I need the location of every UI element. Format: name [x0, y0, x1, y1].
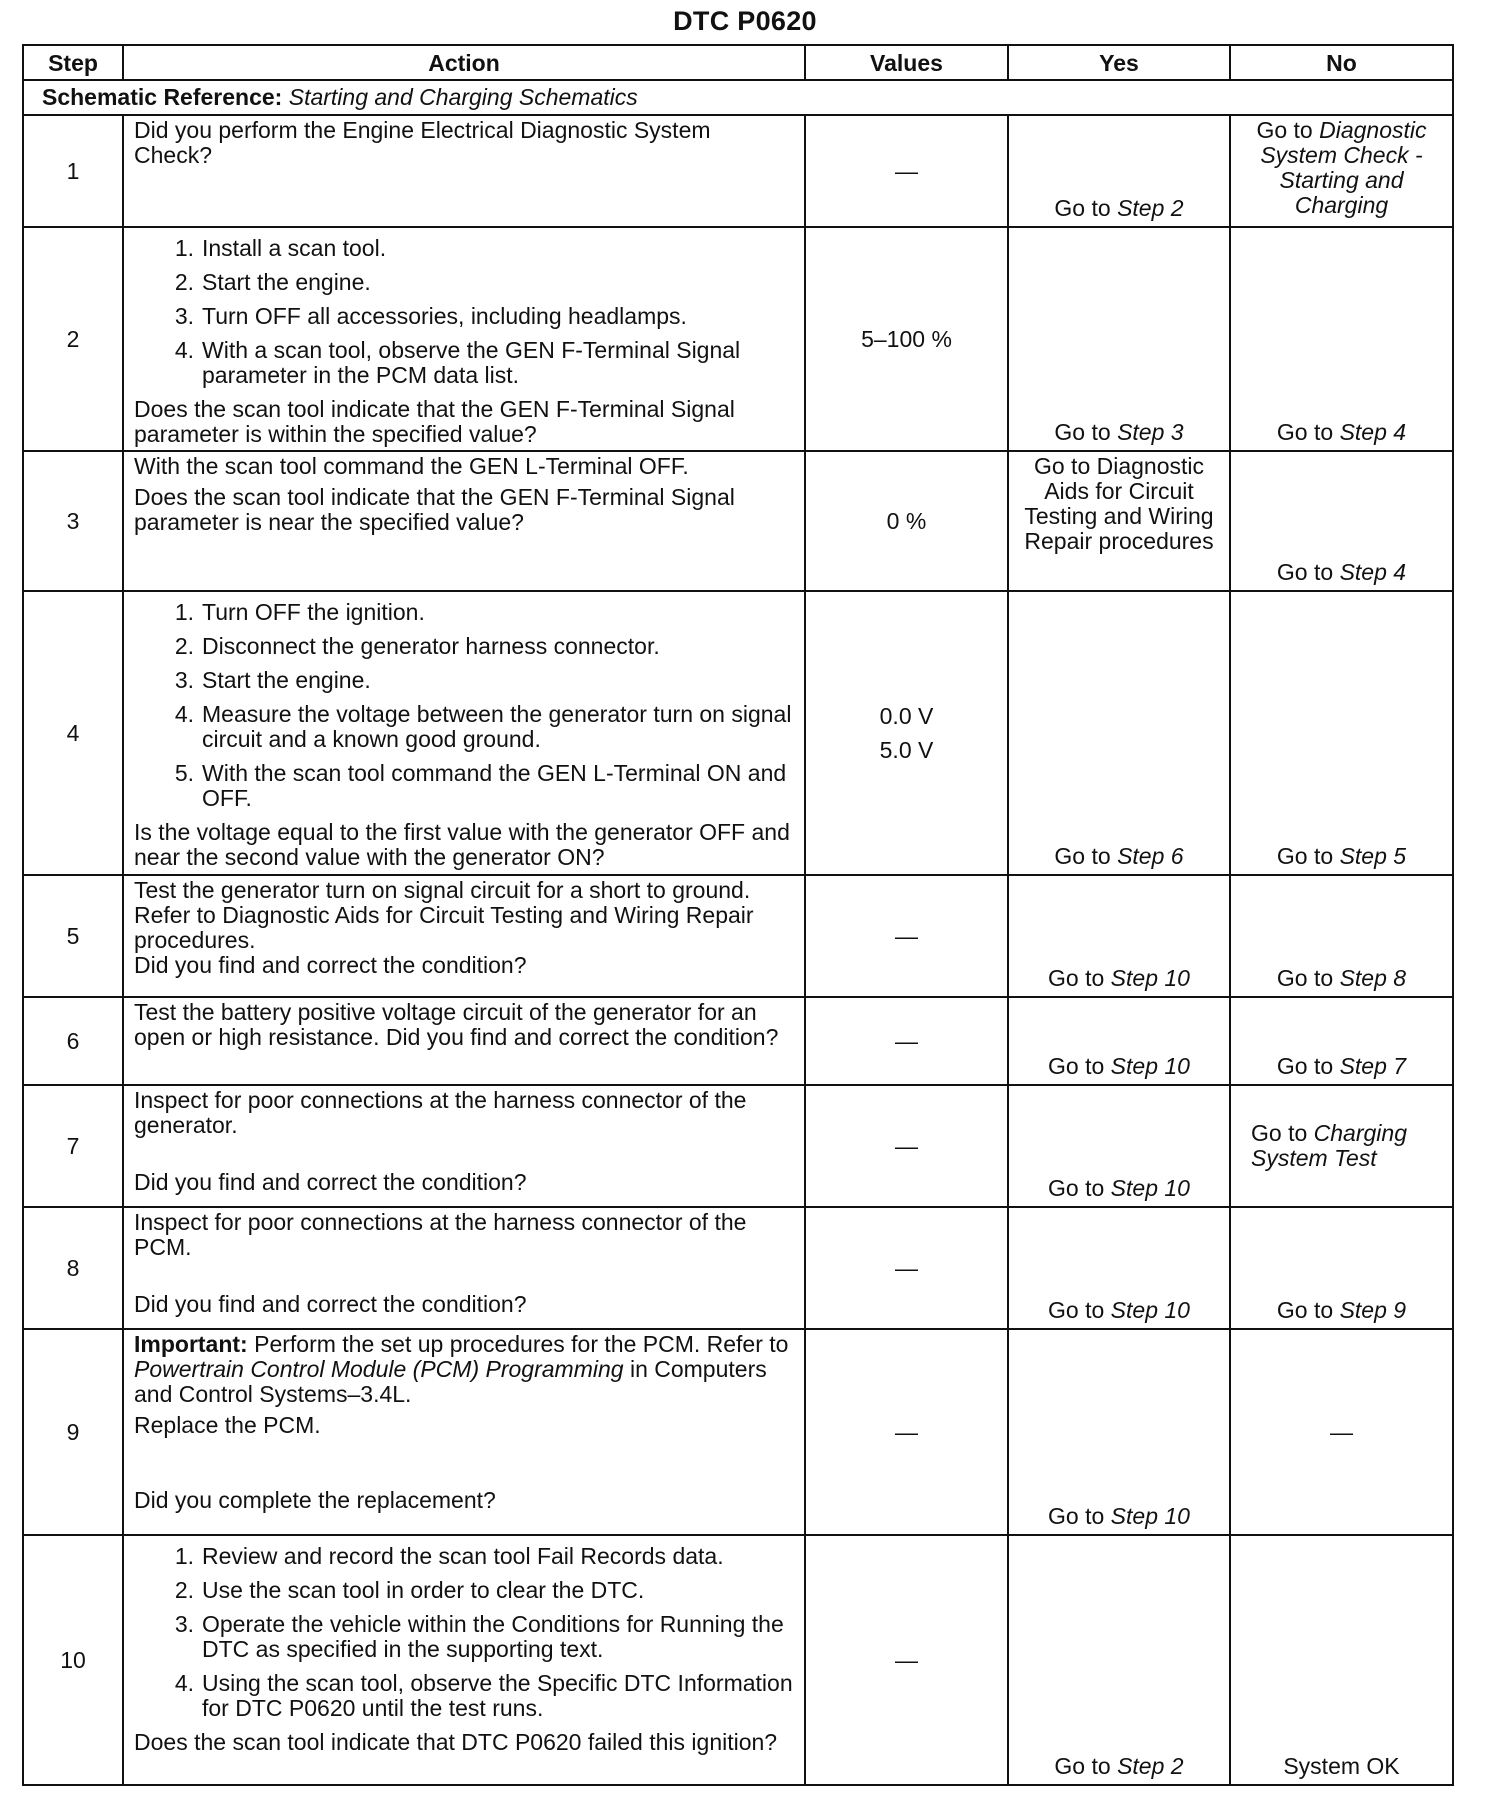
- step-action: [123, 591, 805, 875]
- header-values: Values: [805, 45, 1008, 80]
- important-tail: in Computers and Control Systems–3.4L.: [134, 1356, 767, 1407]
- go-to-label: Go to: [1048, 1503, 1105, 1529]
- action-question: Does the scan tool indicate that DTC P0620 failed this ignition?: [134, 1729, 778, 1755]
- action-question: Did you complete the replacement?: [134, 1487, 496, 1513]
- no-step-link: Step 7: [1339, 1053, 1407, 1079]
- page-title: DTC P0620: [673, 6, 817, 36]
- no-step-link: Step 8: [1339, 965, 1407, 991]
- schematic-value: Starting and Charging Schematics: [288, 84, 638, 110]
- yes-step-link: Step 2: [1117, 195, 1184, 221]
- header-no: No: [1230, 45, 1453, 80]
- action-list: [134, 1544, 794, 1721]
- step-number: 10: [23, 1535, 123, 1785]
- step-action: [123, 1329, 805, 1535]
- go-to-label: Go to: [1256, 117, 1313, 143]
- header-step: Step: [23, 45, 123, 80]
- step-yes: [1008, 1085, 1230, 1207]
- yes-step-link: Step 10: [1110, 1503, 1190, 1529]
- step-action: [123, 115, 805, 227]
- step-yes: [1008, 1535, 1230, 1785]
- table-row: [23, 1085, 1453, 1207]
- step-no: [1230, 1207, 1453, 1329]
- list-item: 4. With a scan tool, observe the GEN F-Terminal Signal parameter in the PCM data list.: [174, 337, 741, 388]
- list-item: 2. Start the engine.: [174, 269, 371, 295]
- step-yes: Go to Diagnostic Aids for Circuit Testing and Wiring Repair procedures: [1008, 451, 1230, 591]
- step-no: —: [1230, 1329, 1453, 1535]
- action-text: Test the battery positive voltage circuit of the generator for an open or high resistance. Did you find and correct the condition?: [134, 999, 779, 1050]
- step-action: [123, 1535, 805, 1785]
- table-row: [23, 591, 1453, 875]
- step-value: —: [805, 115, 1008, 227]
- no-step-link: Step 5: [1339, 843, 1407, 869]
- list-item: 2. Disconnect the generator harness connector.: [174, 633, 660, 659]
- step-value: —: [805, 1207, 1008, 1329]
- go-to-label: Go to: [1054, 195, 1111, 221]
- no-step-link: Charging System Test: [1251, 1120, 1407, 1171]
- yes-step-link: Step 10: [1110, 1297, 1190, 1323]
- list-item: 1. Turn OFF the ignition.: [174, 599, 425, 625]
- action-text: Inspect for poor connections at the harness connector of the generator.: [134, 1087, 747, 1138]
- list-item: 3. Turn OFF all accessories, including headlamps.: [174, 303, 687, 329]
- list-item: 4. Measure the voltage between the generator turn on signal circuit and a known good ground.: [174, 701, 792, 752]
- yes-step-link: Step 3: [1117, 419, 1184, 445]
- step-yes: [1008, 591, 1230, 875]
- list-item: 1. Review and record the scan tool Fail Records data.: [174, 1543, 724, 1569]
- step-action: [123, 227, 805, 451]
- list-item: 2. Use the scan tool in order to clear the DTC.: [174, 1577, 645, 1603]
- value-second: 5.0 V: [879, 737, 934, 763]
- go-to-label: Go to: [1251, 1120, 1308, 1146]
- table-row: [23, 451, 1453, 591]
- yes-step-link: Step 10: [1110, 1053, 1190, 1079]
- step-no: System OK: [1230, 1535, 1453, 1785]
- schematic-row: [23, 80, 1453, 115]
- go-to-label: Go to: [1048, 965, 1105, 991]
- step-number: 3: [23, 451, 123, 591]
- yes-step-link: Step 10: [1110, 965, 1190, 991]
- action-list: [134, 600, 794, 811]
- table-row: [23, 1535, 1453, 1785]
- step-value: —: [805, 1085, 1008, 1207]
- step-number: 4: [23, 591, 123, 875]
- list-item: 1. Install a scan tool.: [174, 235, 387, 261]
- go-to-label: Go to: [1276, 1297, 1334, 1323]
- step-value: —: [805, 1535, 1008, 1785]
- action-text: With the scan tool command the GEN L-Terminal OFF.: [134, 453, 689, 479]
- step-no: [1230, 875, 1453, 997]
- step-action: [123, 997, 805, 1085]
- schematic-label: Schematic Reference:: [42, 84, 283, 110]
- step-value: 0 %: [805, 451, 1008, 591]
- action-question: Did you find and correct the condition?: [134, 952, 527, 978]
- table-row: [23, 997, 1453, 1085]
- step-number: 8: [23, 1207, 123, 1329]
- step-no: [1230, 997, 1453, 1085]
- step-yes: [1008, 997, 1230, 1085]
- step-action: [123, 451, 805, 591]
- step-value: —: [805, 997, 1008, 1085]
- go-to-label: Go to: [1054, 419, 1111, 445]
- go-to-label: Go to: [1276, 965, 1334, 991]
- step-yes: [1008, 227, 1230, 451]
- step-number: 7: [23, 1085, 123, 1207]
- action-list: [134, 236, 794, 388]
- yes-step-link: Step 6: [1117, 843, 1184, 869]
- important-note: [134, 1332, 794, 1407]
- step-yes: [1008, 115, 1230, 227]
- important-label: Important:: [134, 1331, 248, 1357]
- go-to-label: Go to: [1276, 419, 1334, 445]
- table-row: [23, 227, 1453, 451]
- important-link: Powertrain Control Module (PCM) Programming: [134, 1356, 624, 1382]
- action-question: Does the scan tool indicate that the GEN F-Terminal Signal parameter is within the specified value?: [134, 396, 735, 447]
- step-action: [123, 1085, 805, 1207]
- no-step-link: Diagnostic System Check - Starting and Charging: [1260, 117, 1427, 218]
- step-no: [1230, 451, 1453, 591]
- action-text: Test the generator turn on signal circuit for a short to ground. Refer to Diagnostic Aids for Circuit Testing and Wiring Repair procedures.: [134, 877, 754, 953]
- step-number: 6: [23, 997, 123, 1085]
- list-item: 3. Operate the vehicle within the Conditions for Running the DTC as specified in the supporting text.: [174, 1611, 784, 1662]
- table-row: [23, 1329, 1453, 1535]
- action-text: Inspect for poor connections at the harness connector of the PCM.: [134, 1209, 747, 1260]
- step-action: [123, 875, 805, 997]
- go-to-label: Go to: [1276, 1053, 1334, 1079]
- step-action: [123, 1207, 805, 1329]
- action-text: Replace the PCM.: [134, 1412, 321, 1438]
- important-text: Perform the set up procedures for the PCM. Refer to: [254, 1331, 789, 1357]
- value-first: 0.0 V: [879, 703, 934, 729]
- go-to-label: Go to: [1048, 1297, 1105, 1323]
- no-step-link: Step 4: [1339, 419, 1407, 445]
- action-question: Did you find and correct the condition?: [134, 1291, 527, 1317]
- header-action: Action: [123, 45, 805, 80]
- header-yes: Yes: [1008, 45, 1230, 80]
- step-value: —: [805, 875, 1008, 997]
- go-to-label: Go to: [1048, 1053, 1105, 1079]
- no-step-link: Step 4: [1339, 559, 1407, 585]
- step-no: [1230, 115, 1453, 227]
- yes-step-link: Step 2: [1117, 1753, 1184, 1779]
- go-to-label: Go to: [1054, 1753, 1111, 1779]
- action-question: Is the voltage equal to the first value with the generator OFF and near the second value with the generator ON?: [134, 819, 790, 870]
- list-item: 3. Start the engine.: [174, 667, 371, 693]
- action-text: Did you perform the Engine Electrical Diagnostic System Check?: [134, 117, 711, 168]
- step-number: 2: [23, 227, 123, 451]
- table-row: [23, 875, 1453, 997]
- step-yes: [1008, 1329, 1230, 1535]
- list-item: 5. With the scan tool command the GEN L-Terminal ON and OFF.: [174, 760, 787, 811]
- list-item: 4. Using the scan tool, observe the Specific DTC Information for DTC P0620 until the test runs.: [174, 1670, 793, 1721]
- step-yes: [1008, 1207, 1230, 1329]
- go-to-label: Go to: [1054, 843, 1111, 869]
- step-value: 5–100 %: [805, 227, 1008, 451]
- no-step-link: Step 9: [1339, 1297, 1407, 1323]
- table-row: [23, 1207, 1453, 1329]
- step-number: 1: [23, 115, 123, 227]
- step-number: 9: [23, 1329, 123, 1535]
- step-value: —: [805, 1329, 1008, 1535]
- go-to-label: Go to: [1276, 559, 1334, 585]
- action-question: Does the scan tool indicate that the GEN F-Terminal Signal parameter is near the specified value?: [134, 484, 735, 535]
- step-no: [1230, 227, 1453, 451]
- step-number: 5: [23, 875, 123, 997]
- diagnostic-table: [22, 44, 1454, 1786]
- table-row: [23, 115, 1453, 227]
- step-value: [805, 591, 1008, 875]
- step-yes: [1008, 875, 1230, 997]
- step-no: [1230, 591, 1453, 875]
- yes-step-link: Step 10: [1110, 1175, 1190, 1201]
- step-no: [1230, 1085, 1453, 1207]
- action-question: Did you find and correct the condition?: [134, 1169, 527, 1195]
- go-to-label: Go to: [1048, 1175, 1105, 1201]
- header-row: [23, 45, 1453, 80]
- schematic-reference: [23, 80, 1453, 115]
- go-to-label: Go to: [1276, 843, 1334, 869]
